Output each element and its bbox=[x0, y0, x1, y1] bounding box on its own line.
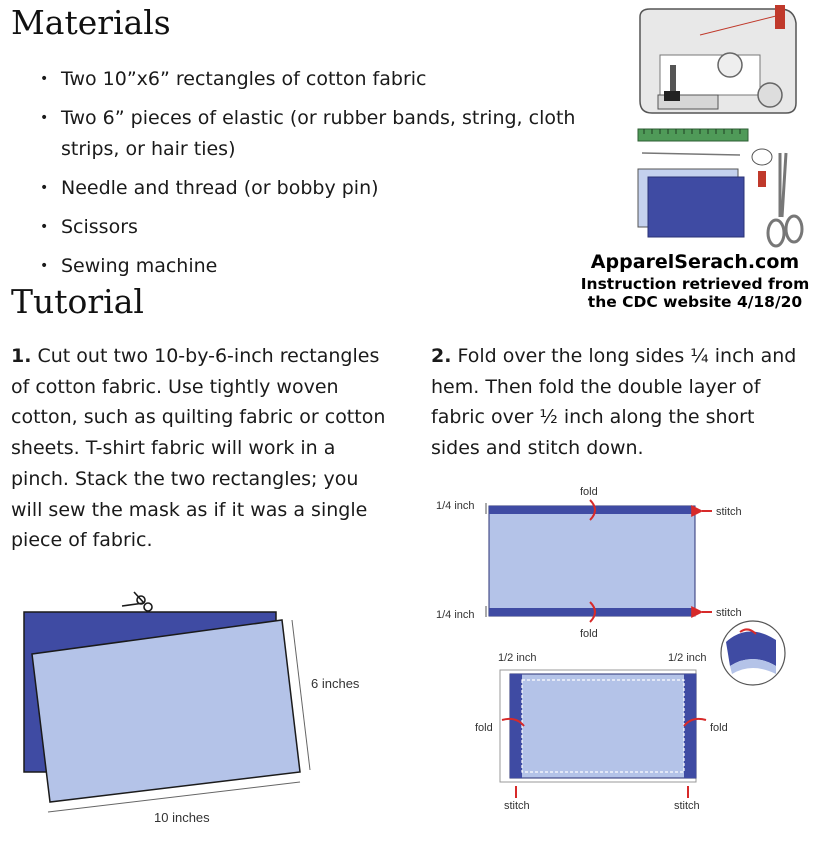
thread-spool-icon bbox=[752, 149, 772, 187]
list-item: • Scissors bbox=[40, 212, 580, 243]
step-number: 1. bbox=[11, 345, 32, 367]
sewing-supplies-illustration bbox=[630, 5, 812, 251]
folded-rectangle bbox=[510, 674, 696, 778]
hem-label-top: 1/4 inch bbox=[436, 500, 475, 512]
bottom-hem-band bbox=[489, 608, 695, 616]
hem-label-right: 1/2 inch bbox=[668, 652, 707, 664]
credit-site: ApparelSerach.com bbox=[590, 251, 800, 273]
tutorial-heading: Tutorial bbox=[11, 282, 144, 321]
scissors-icon bbox=[768, 153, 802, 246]
hem-fold-diagram bbox=[430, 482, 810, 817]
hem-label-bottom: 1/4 inch bbox=[436, 609, 475, 621]
list-item: • Two 6” pieces of elastic (or rubber bands, string, cloth strips, or hair ties) bbox=[40, 103, 580, 165]
right-fold-band bbox=[684, 674, 696, 778]
scissors-icon bbox=[122, 592, 152, 611]
fold-detail-inset bbox=[721, 621, 785, 685]
list-item: • Two 10”x6” rectangles of cotton fabric bbox=[40, 64, 580, 95]
fabric-swatch-icon bbox=[638, 169, 744, 237]
stitch-label-left: stitch bbox=[504, 800, 530, 812]
step-text: Cut out two 10-by-6-inch rectangles of cotton fabric. Use tightly woven cotton, such as quilting fabric or cotton sheets. T-shirt fabric will work in a pinch. Stack the two rectangles; you will sew the mask as if it was a single piece of fabric. bbox=[11, 345, 386, 552]
list-item: • Needle and thread (or bobby pin) bbox=[40, 173, 580, 204]
fold-label-bottom: fold bbox=[580, 628, 598, 640]
step-text: Fold over the long sides ¼ inch and hem. Then fold the double layer of fabric over ½ inch along the short sides and stitch down. bbox=[431, 345, 797, 460]
materials-list bbox=[40, 64, 580, 290]
left-fold-band bbox=[510, 674, 522, 778]
hemmed-rectangle bbox=[489, 506, 695, 616]
hem-label-left: 1/2 inch bbox=[498, 652, 537, 664]
step-1 bbox=[11, 341, 395, 556]
stitch-label-right: stitch bbox=[674, 800, 700, 812]
sewing-machine-icon bbox=[640, 5, 796, 113]
stitch-label-top: stitch bbox=[716, 506, 742, 518]
width-label: 10 inches bbox=[154, 810, 210, 825]
needle-icon bbox=[642, 153, 740, 155]
fold-label-left: fold bbox=[475, 722, 493, 734]
credit-note: Instruction retrieved from the CDC website 4/18/20 bbox=[580, 275, 810, 311]
top-hem-band bbox=[489, 506, 695, 514]
fold-label-top: fold bbox=[580, 486, 598, 498]
stitch-label-bottom: stitch bbox=[716, 607, 742, 619]
ruler-icon bbox=[638, 129, 748, 141]
materials-heading: Materials bbox=[11, 3, 171, 42]
step-2 bbox=[431, 341, 809, 464]
step-number: 2. bbox=[431, 345, 452, 367]
fold-label-right: fold bbox=[710, 722, 728, 734]
cut-fabric-diagram bbox=[10, 580, 370, 830]
list-item: • Sewing machine bbox=[40, 251, 580, 282]
height-label: 6 inches bbox=[311, 676, 360, 691]
